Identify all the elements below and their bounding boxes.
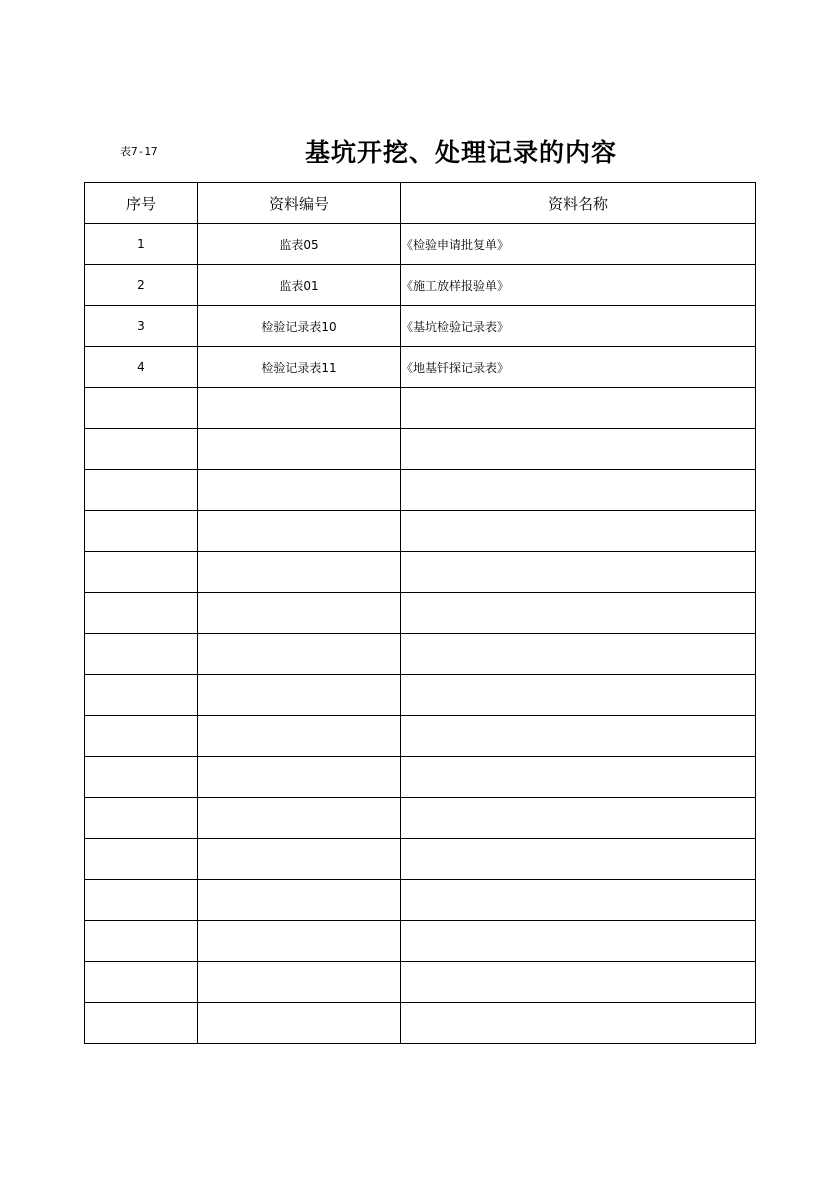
header-code: 资料编号	[198, 183, 401, 224]
empty-table-row	[85, 593, 756, 634]
page-title: 基坑开挖、处理记录的内容	[305, 138, 618, 167]
empty-cell	[401, 921, 756, 962]
empty-cell	[85, 552, 198, 593]
empty-cell	[198, 675, 401, 716]
empty-cell	[401, 880, 756, 921]
row-name: 《地基钎探记录表》	[401, 347, 756, 388]
empty-cell	[401, 962, 756, 1003]
empty-cell	[85, 388, 198, 429]
empty-table-row	[85, 921, 756, 962]
table-number: 表7-17	[120, 145, 158, 158]
empty-cell	[401, 511, 756, 552]
empty-table-row	[85, 634, 756, 675]
row-seq: 2	[85, 265, 198, 306]
empty-cell	[401, 552, 756, 593]
empty-cell	[85, 757, 198, 798]
empty-cell	[198, 552, 401, 593]
table-row	[85, 306, 756, 347]
row-name: 《检验申请批复单》	[401, 224, 756, 265]
empty-cell	[401, 716, 756, 757]
empty-cell	[198, 880, 401, 921]
empty-cell	[85, 470, 198, 511]
empty-table-row	[85, 757, 756, 798]
empty-cell	[85, 675, 198, 716]
row-seq: 3	[85, 306, 198, 347]
row-code: 检验记录表10	[198, 306, 401, 347]
empty-cell	[198, 757, 401, 798]
row-seq: 1	[85, 224, 198, 265]
empty-cell	[85, 962, 198, 1003]
empty-table-row	[85, 388, 756, 429]
empty-cell	[401, 675, 756, 716]
empty-cell	[401, 593, 756, 634]
empty-table-row	[85, 429, 756, 470]
empty-table-row	[85, 839, 756, 880]
table-row	[85, 265, 756, 306]
empty-table-row	[85, 716, 756, 757]
empty-cell	[85, 880, 198, 921]
empty-table-row	[85, 675, 756, 716]
empty-cell	[198, 962, 401, 1003]
empty-cell	[198, 716, 401, 757]
row-code: 监表01	[198, 265, 401, 306]
empty-cell	[401, 470, 756, 511]
empty-cell	[198, 634, 401, 675]
empty-cell	[85, 593, 198, 634]
empty-cell	[198, 429, 401, 470]
empty-cell	[85, 839, 198, 880]
header-name: 资料名称	[401, 183, 756, 224]
header-seq: 序号	[85, 183, 198, 224]
row-seq: 4	[85, 347, 198, 388]
table-row	[85, 347, 756, 388]
empty-cell	[198, 921, 401, 962]
row-name: 《施工放样报验单》	[401, 265, 756, 306]
empty-cell	[85, 798, 198, 839]
empty-cell	[401, 1003, 756, 1044]
empty-cell	[401, 798, 756, 839]
empty-cell	[85, 921, 198, 962]
empty-table-row	[85, 470, 756, 511]
empty-cell	[401, 757, 756, 798]
empty-cell	[85, 429, 198, 470]
empty-table-row	[85, 1003, 756, 1044]
row-name: 《基坑检验记录表》	[401, 306, 756, 347]
empty-cell	[198, 511, 401, 552]
empty-cell	[198, 839, 401, 880]
empty-table-row	[85, 511, 756, 552]
empty-cell	[198, 593, 401, 634]
empty-table-row	[85, 552, 756, 593]
empty-cell	[198, 388, 401, 429]
empty-cell	[85, 1003, 198, 1044]
empty-cell	[198, 470, 401, 511]
row-code: 检验记录表11	[198, 347, 401, 388]
empty-cell	[198, 798, 401, 839]
empty-cell	[401, 429, 756, 470]
empty-table-row	[85, 880, 756, 921]
table-header-row	[85, 183, 756, 224]
empty-cell	[401, 388, 756, 429]
row-code: 监表05	[198, 224, 401, 265]
empty-cell	[85, 511, 198, 552]
records-table	[84, 182, 756, 1044]
empty-table-row	[85, 798, 756, 839]
empty-cell	[401, 634, 756, 675]
empty-cell	[85, 634, 198, 675]
empty-table-row	[85, 962, 756, 1003]
empty-cell	[198, 1003, 401, 1044]
empty-cell	[85, 716, 198, 757]
empty-cell	[401, 839, 756, 880]
table-row	[85, 224, 756, 265]
